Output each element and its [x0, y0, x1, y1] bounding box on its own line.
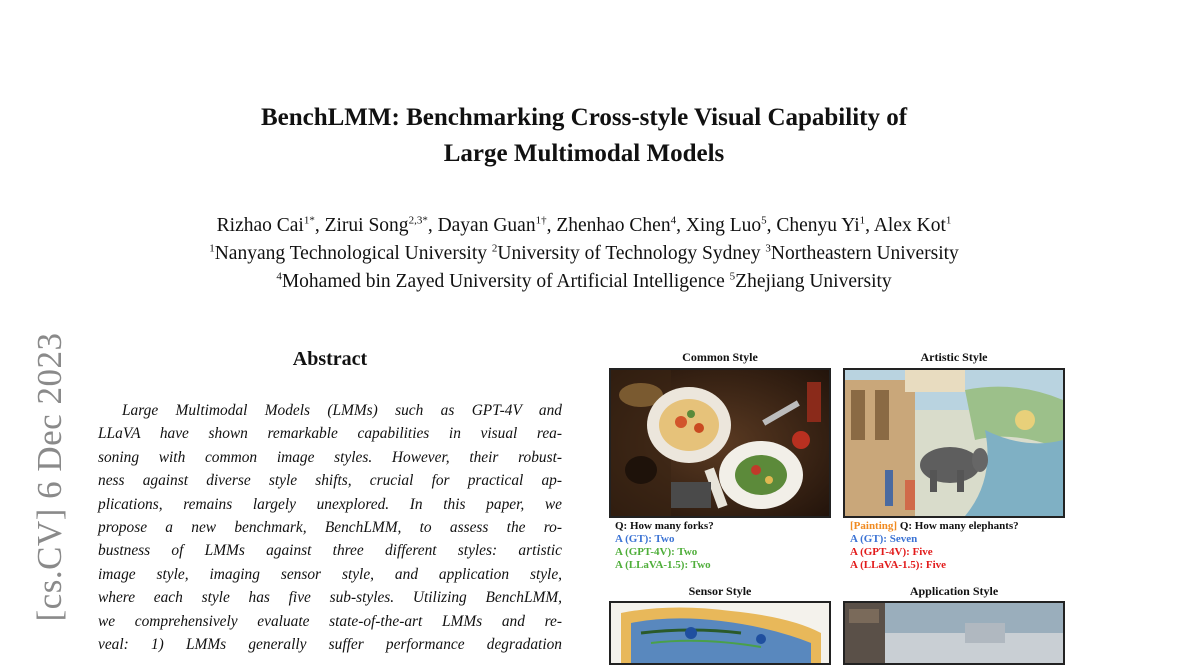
author-sup: 1	[859, 214, 866, 227]
affiliation: Zhejiang University	[735, 271, 892, 292]
author-name: Dayan Guan	[437, 215, 536, 236]
common-style-qa	[615, 520, 714, 572]
common-style-label: Common Style	[682, 350, 758, 364]
author-name: Chenyu Yi	[776, 215, 860, 236]
common-answer-gt: A (GT): Two	[615, 533, 675, 545]
abstract-line: LLaVA have shown remarkable capabilities in visual rea-	[98, 425, 562, 443]
abstract-line: veal: 1) LMMs generally suffer performance degradation	[98, 636, 562, 654]
author-sup: 1†	[535, 214, 547, 227]
common-answer-gpt4v: A (GPT-4V): Two	[615, 546, 698, 558]
author-name: Zhenhao Chen	[556, 215, 671, 236]
painting-tag: [Painting]	[850, 520, 898, 532]
abstract-line: soning with common image styles. However, their robust-	[98, 448, 562, 466]
common-style-image	[609, 368, 831, 518]
affiliation: Nanyang Technological University	[214, 243, 487, 264]
application-style-image	[843, 601, 1065, 665]
affiliations-line-2	[0, 268, 1168, 296]
abstract-line: bustness of LMMs against three different styles: artistic	[98, 542, 562, 560]
artistic-answer-llava: A (LLaVA-1.5): Five	[850, 559, 947, 571]
artistic-style-image	[843, 368, 1065, 518]
affil-sup: 5	[729, 270, 736, 283]
artistic-question	[850, 520, 1019, 533]
affil-sup: 4	[276, 270, 282, 283]
xray-scan-image	[611, 603, 829, 663]
affil-sup: 3	[765, 242, 771, 255]
paper-title	[0, 100, 1168, 172]
affiliations-line-1	[0, 240, 1168, 268]
sensor-style-label: Sensor Style	[688, 584, 752, 598]
artistic-answer-gpt4v: A (GPT-4V): Five	[850, 546, 933, 558]
author-sup: 1*	[303, 214, 315, 227]
abstract-line: Large Multimodal Models (LMMs) such as GPT-4V and	[122, 402, 562, 419]
common-answer-llava: A (LLaVA-1.5): Two	[615, 559, 711, 571]
author-name: Xing Luo	[685, 215, 762, 236]
title-line-1: BenchLMM: Benchmarking Cross-style Visual Capability of	[260, 104, 908, 131]
affiliation: University of Technology Sydney	[497, 243, 761, 264]
abstract-line: image style, imaging sensor style, and application style,	[98, 565, 562, 583]
abstract-line: we comprehensively evaluate state-of-the-art LMMs and re-	[98, 612, 562, 630]
author-name: Rizhao Cai	[216, 215, 304, 236]
title-line-2: Large Multimodal Models	[443, 140, 725, 167]
artistic-style-qa	[850, 520, 1019, 572]
affiliation: Northeastern University	[770, 243, 959, 264]
application-style-label: Application Style	[909, 584, 999, 598]
artistic-style-label: Artistic Style	[920, 350, 988, 364]
artistic-answer-gt: A (GT): Seven	[850, 533, 918, 545]
abstract-line: ness against diverse style shifts, crucial for practical ap-	[98, 472, 562, 490]
arxiv-id-text: [cs.CV] 6 Dec 2023	[30, 332, 69, 622]
affil-sup: 2	[491, 242, 498, 255]
abstract-text	[98, 399, 562, 656]
author-block	[0, 212, 1168, 296]
author-name: Zirui Song	[324, 215, 409, 236]
food-table-image	[611, 370, 829, 516]
author-sup: 2,3*	[408, 214, 428, 227]
author-sup: 4	[670, 214, 677, 227]
common-question: Q: How many forks?	[615, 520, 714, 532]
painting-elephants-image	[845, 370, 1063, 516]
author-sup: 5	[761, 214, 767, 227]
abstract-heading: Abstract	[292, 348, 368, 370]
arxiv-sidebar	[30, 318, 70, 636]
abstract-line: plications, remains largely unexplored. In this paper, we	[98, 495, 562, 513]
affiliation: Mohamed bin Zayed University of Artificial Intelligence	[281, 271, 725, 292]
affil-sup: 1	[209, 242, 215, 255]
abstract-line: where each style has five sub-styles. Utilizing BenchLMM,	[98, 589, 562, 607]
street-scene-image	[845, 603, 1063, 663]
artistic-question-text: Q: How many elephants?	[897, 520, 1019, 532]
abstract-line: propose a new benchmark, BenchLMM, to assess the ro-	[98, 519, 562, 537]
author-sup: 1	[945, 214, 952, 227]
sensor-style-image	[609, 601, 831, 665]
author-name: Alex Kot	[873, 215, 946, 236]
author-names: Rizhao Cai$^{1*}$, Zirui Song$^{2,3*}$, Dayan Guan$^{1\dagger}$, Zhenhao Chen$^4$, Xing Luo$^5$, Chenyu Yi$^1$, Alex Kot$^1$	[216, 214, 952, 236]
